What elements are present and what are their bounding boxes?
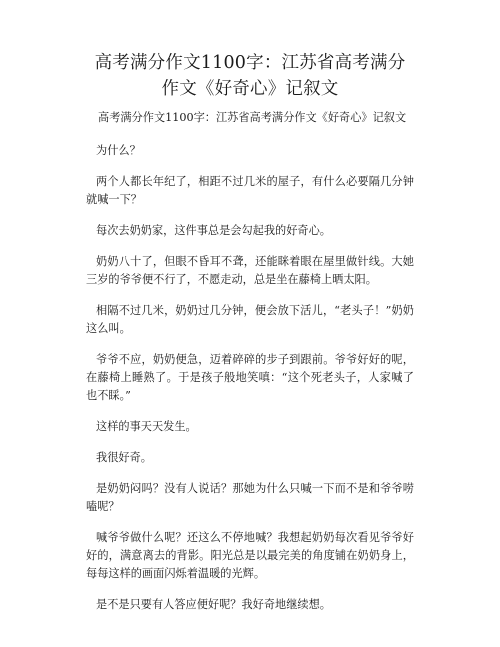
paragraph: 两个人都长年纪了，相距不过几米的屋子，有什么必要隔几分钟就喊一下？ (86, 175, 414, 206)
paragraph: 奶奶八十了，但眼不昏耳不聋，还能眯着眼在屋里做针线。大她三岁的爷爷便不行了，不愿走动，总是坐在藤椅上晒太阳。 (86, 255, 414, 286)
paragraph: 爷爷不应，奶奶便急，迈着碎碎的步子到跟前。爷爷好好的呢，在藤椅上睡熟了。于是孩子般地笑嗔：“这个死老头子，人家喊了也不睬。” (86, 353, 414, 402)
paragraph: 是不是只要有人答应便好呢？我好奇地继续想。 (96, 598, 331, 611)
paragraph: 喊爷爷做什么呢？还这么不停地喊？我想起奶奶每次看见爷爷好好的，满意离去的背影。阳光总是以最完美的角度铺在奶奶身上，每每这样的画面闪烁着温暖的光辉。 (86, 531, 414, 580)
paragraph: 为什么？ (96, 144, 141, 157)
paragraph: 是奶奶闷吗？没有人说话？那她为什么只喊一下而不是和爷爷唠嗑呢？ (86, 482, 414, 513)
paragraph: 我很好奇。 (96, 451, 152, 464)
document-subtitle: 高考满分作文1100字：江苏省高考满分作文《好奇心》记叙文 (98, 111, 407, 124)
paragraph: 相隔不过几米，奶奶过几分钟，便会放下活儿，“老头子！”奶奶这么叫。 (86, 304, 414, 335)
paragraph: 这样的事天天发生。 (96, 420, 197, 433)
document-title: 高考满分作文1100字：江苏省高考满分作文《好奇心》记叙文 (94, 53, 406, 99)
paragraph: 每次去奶奶家，这件事总是会勾起我的好奇心。 (96, 224, 331, 237)
